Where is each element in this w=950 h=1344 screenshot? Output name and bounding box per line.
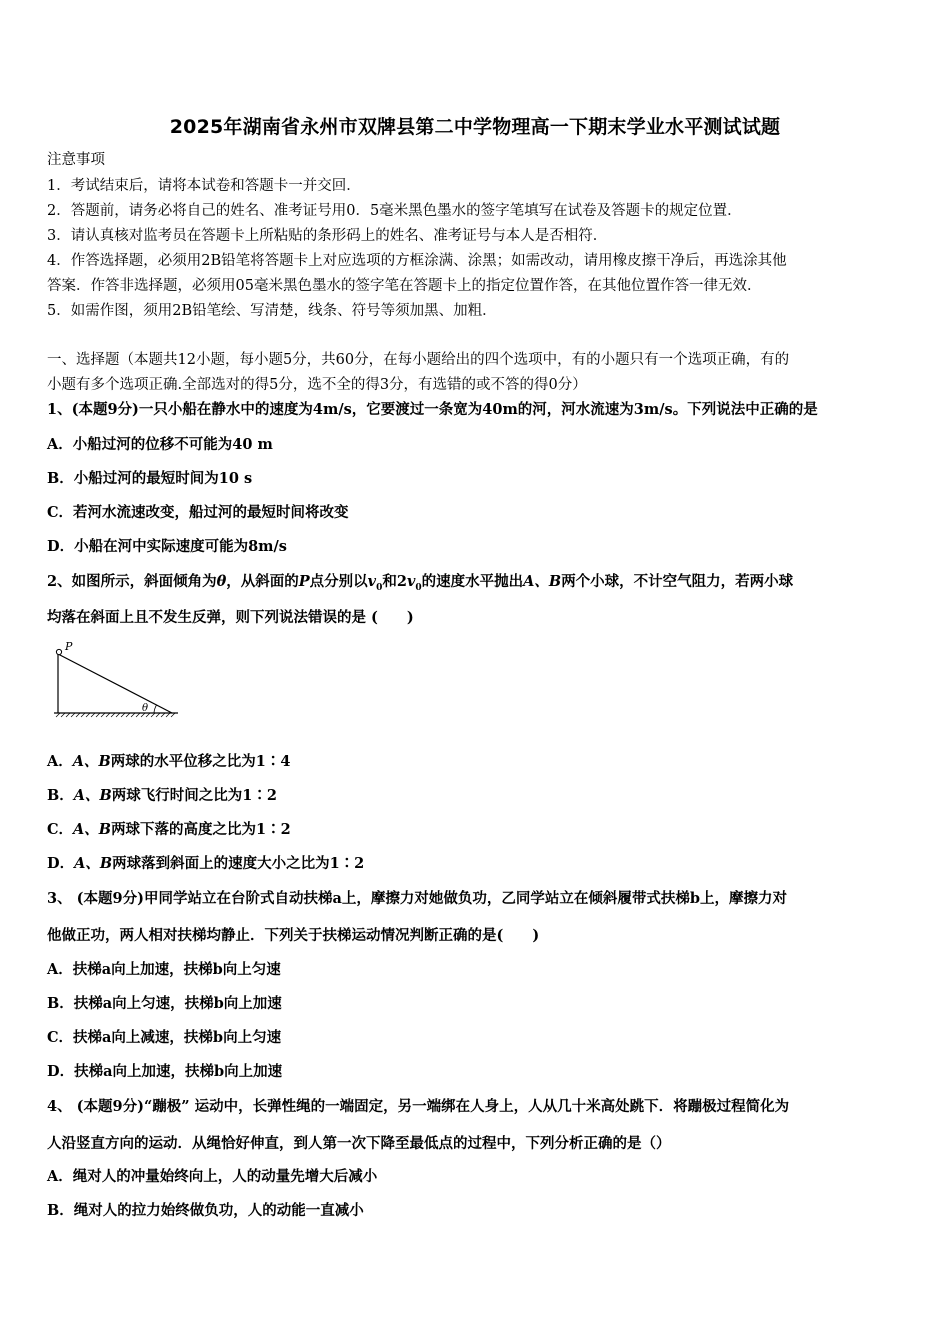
notice-item-4: 4．作答选择题，必须用2B铅笔将答题卡上对应选项的方框涂满、涂黑；如需改动，请用橡皮擦干净后，再选涂其他 (47, 253, 787, 269)
option-text: 两球下落的高度之比为1∶2 (111, 821, 291, 838)
option-letter: A． (47, 753, 73, 770)
q1-option-c: C．若河水流速改变，船过河的最短时间将改变 (47, 504, 349, 521)
q3-option-c: C．扶梯a向上减速，扶梯b向上匀速 (47, 1029, 282, 1046)
option-text: 两球的水平位移之比为1∶4 (110, 753, 291, 770)
notice-item-4-cont: 答案．作答非选择题，必须用05毫米黑色墨水的签字笔在答题卡上的指定位置作答，在其他位置作答一律无效． (47, 278, 762, 294)
q2-stem-part: ，从斜面的 (226, 573, 299, 590)
option-letter: C． (47, 821, 74, 838)
q2-ab: A、B (523, 573, 562, 590)
q2-option-b (47, 786, 917, 806)
q2-theta: θ (216, 573, 227, 590)
q2-stem-part: 的速度水平抛出 (421, 573, 524, 590)
notice-item-5: 5．如需作图，须用2B铅笔绘、写清楚，线条、符号等须加黑、加粗． (47, 303, 497, 319)
q2-option-c (47, 820, 917, 840)
q2-stem (47, 572, 917, 598)
q2-option-a (47, 752, 917, 772)
option-text: 两球落到斜面上的速度大小之比为1∶2 (112, 855, 365, 872)
notice-item-1: 1．考试结束后，请将本试卷和答题卡一并交回． (47, 178, 361, 194)
fig-label-theta: θ (142, 703, 149, 714)
q2-sub: 0 (415, 582, 422, 593)
q2-option-d (47, 854, 917, 874)
incline-line (58, 654, 172, 713)
q3-stem-line2: 他做正功，两人相对扶梯均静止．下列关于扶梯运动情况判断正确的是( ) (47, 927, 540, 944)
page-title: 2025年湖南省永州市双牌县第二中学物理高一下期末学业水平测试试题 (169, 116, 781, 138)
q2-stem-part: 点分别以 (309, 573, 368, 590)
q4-stem-line2: 人沿竖直方向的运动．从绳恰好伸直，到人第一次下降至最低点的过程中，下列分析正确的是（） (47, 1135, 671, 1152)
q4-option-a: A．绳对人的冲量始终向上，人的动量先增大后减小 (47, 1168, 378, 1185)
fig-label-p: P (65, 640, 73, 653)
q1-option-a: A．小船过河的位移不可能为40 m (47, 436, 273, 453)
q2-stem-part: 2、如图所示，斜面倾角为 (47, 573, 217, 590)
q2-stem-line2: 均落在斜面上且不发生反弹，则下列说法错误的是 ( ) (47, 609, 414, 626)
notice-item-3: 3．请认真核对监考员在答题卡上所粘贴的条形码上的姓名、准考证号与本人是否相符． (47, 228, 608, 244)
notice-item-2: 2．答题前，请务必将自己的姓名、准考证号用0．5毫米黑色墨水的签字笔填写在试卷及答题卡的规定位置． (47, 203, 742, 219)
q2-sub: 0 (376, 582, 383, 593)
point-p-marker (56, 649, 61, 654)
q4-stem-line1: 4、 (本题9分)“蹦极” 运动中，长弹性绳的一端固定，另一端绑在人身上，人从几十米高处跳下．将蹦极过程简化为 (47, 1098, 790, 1115)
option-ab: A、B (73, 787, 112, 804)
angle-arc (154, 705, 157, 713)
q2-stem-part: 和2 (382, 573, 407, 590)
q2-stem-part: 两个小球，不计空气阻力，若两小球 (561, 573, 794, 590)
q1-stem: 1、(本题9分)一只小船在静水中的速度为4m/s，它要渡过一条宽为40m的河，河水流速为3m/s。下列说法中正确的是 (47, 401, 818, 418)
option-ab: A、B (72, 753, 111, 770)
q3-option-d: D．扶梯a向上加速，扶梯b向上加速 (47, 1063, 283, 1080)
section-intro-2: 小题有多个选项正确.全部选对的得5分，选不全的得3分，有选错的或不答的得0分） (47, 377, 587, 393)
option-ab: A、B (74, 855, 113, 872)
q2-point-p: P (298, 573, 310, 590)
option-letter: D． (47, 855, 75, 872)
q3-option-a: A．扶梯a向上加速，扶梯b向上匀速 (47, 961, 281, 978)
q1-option-d: D．小船在河中实际速度可能为8m/s (47, 538, 287, 555)
option-ab: A、B (73, 821, 112, 838)
notice-heading: 注意事项 (47, 152, 105, 168)
q3-option-b: B．扶梯a向上匀速，扶梯b向上加速 (47, 995, 282, 1012)
option-text: 两球飞行时间之比为1∶2 (111, 787, 277, 804)
option-letter: B． (47, 787, 74, 804)
q2-v: v (367, 573, 377, 590)
q3-stem-line1: 3、 (本题9分)甲同学站立在台阶式自动扶梯a上，摩擦力对她做负功，乙同学站立在倾斜履带式扶梯b上，摩擦力对 (47, 890, 787, 907)
q4-option-b: B．绳对人的拉力始终做负功，人的动能一直减小 (47, 1202, 364, 1219)
q2-v: v (406, 573, 416, 590)
section-intro-1: 一、选择题（本题共12小题，每小题5分，共60分，在每小题给出的四个选项中，有的小题只有一个选项正确，有的 (47, 352, 790, 368)
q1-option-b: B．小船过河的最短时间为10 s (47, 470, 253, 487)
incline-figure (50, 638, 185, 720)
